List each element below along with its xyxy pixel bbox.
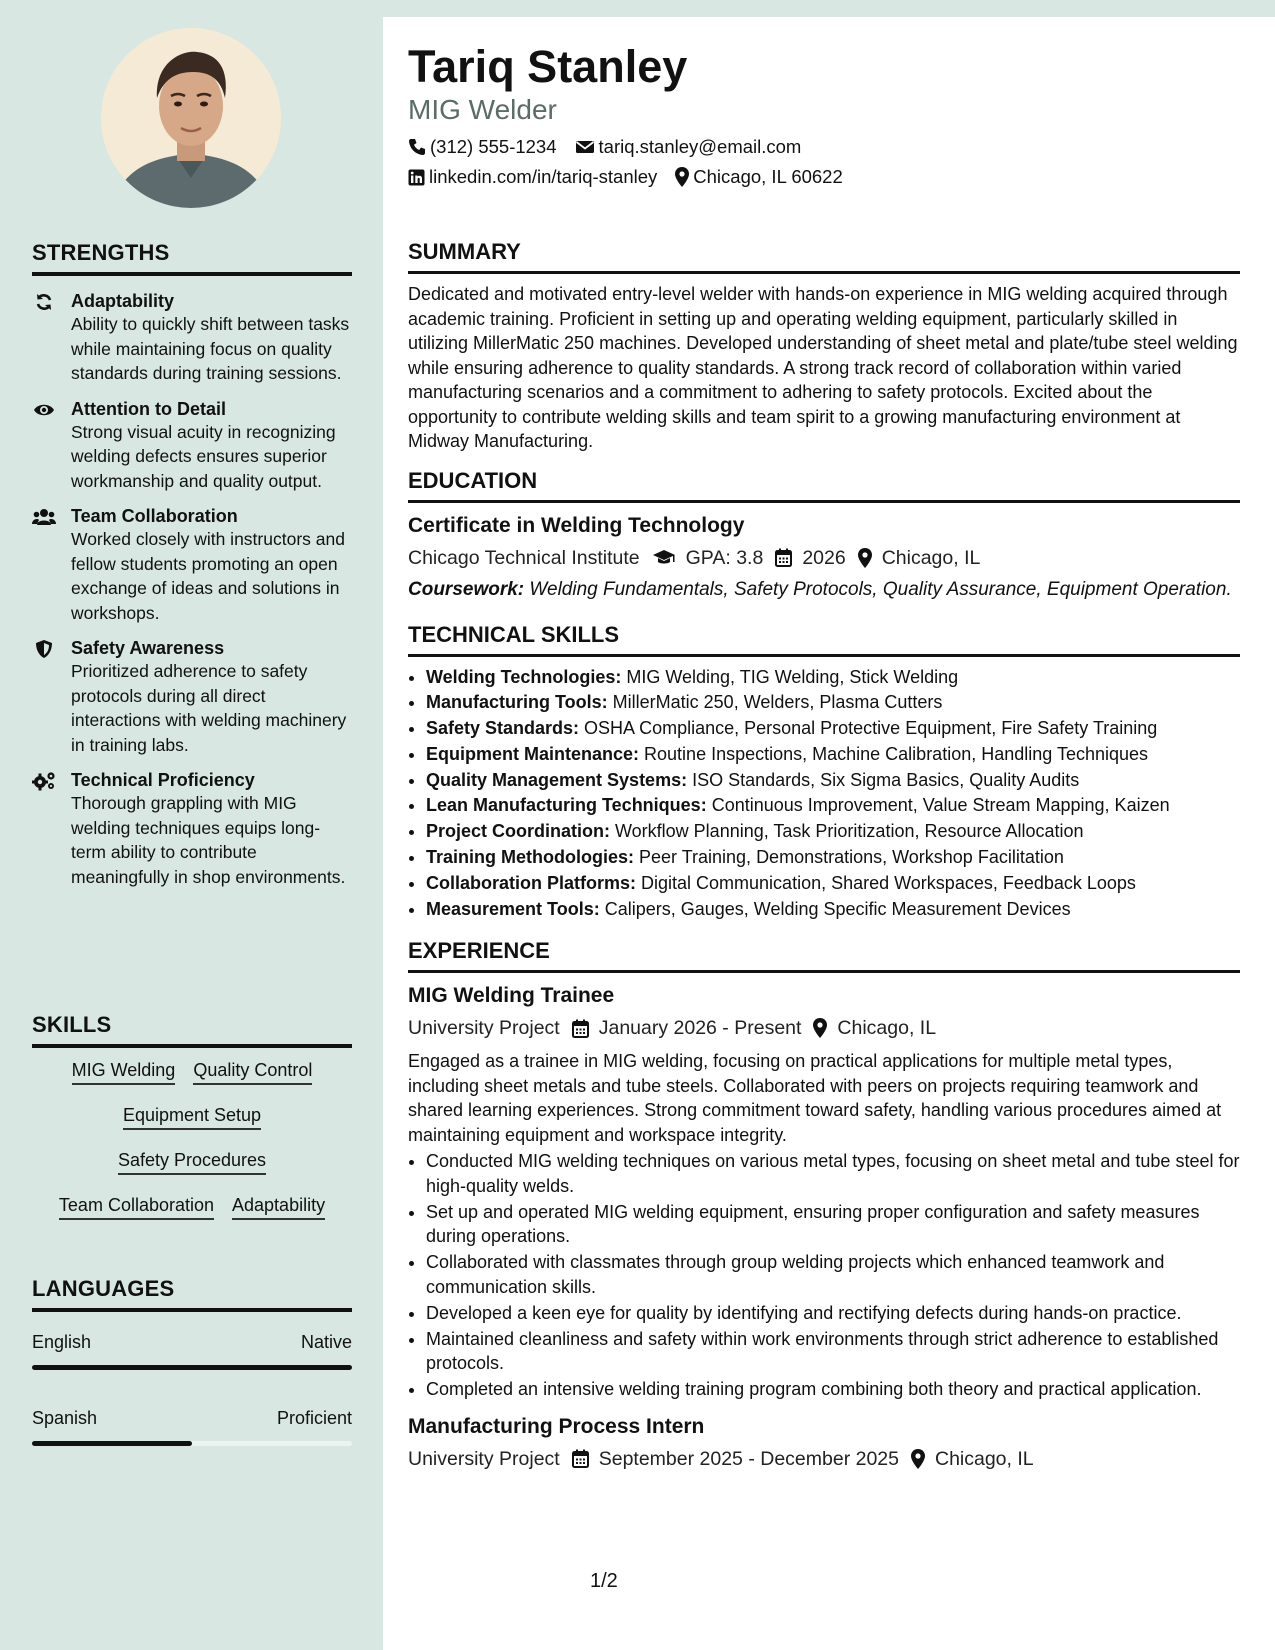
job-org: University Project <box>408 1017 560 1040</box>
skill-tag: Equipment Setup <box>123 1105 261 1130</box>
language-level: Proficient <box>276 1408 352 1428</box>
job-org: University Project <box>408 1447 560 1470</box>
candidate-role: MIG Welder <box>408 94 557 125</box>
contact-row <box>408 165 1240 189</box>
summary-text: Dedicated and motivated entry-level welder with hands-on experience in MIG welding acquired through academic training. Proficient in setting up and operating welding equipment, particularly skilled in utilizing MillerMatic 250 machines. Developed understanding of sheet metal and plate/tube steel welding while ensuring adherence to quality standards. A strong track record of collaboration within varied manufacturing scenarios and a commitment to adhering to safety protocols. Excited about the opportunity to contribute welding skills and team spirit to a growing manufacturing environment at Midway Manufacturing. <box>408 284 1238 451</box>
skill-tag: Team Collaboration <box>59 1195 214 1220</box>
language-bar-fill <box>32 1365 352 1370</box>
skill-tag: Safety Procedures <box>118 1150 266 1175</box>
strength-item <box>32 505 352 625</box>
gpa-text: GPA: 3.8 <box>685 546 764 569</box>
sidebar <box>0 0 383 1650</box>
strength-title: Attention to Detail <box>71 398 226 419</box>
phone-text: (312) 555-1234 <box>430 136 557 157</box>
strength-desc: Thorough grappling with MIG welding techniques equips long-term ability to contribute meaningfully in shop environments. <box>71 793 346 887</box>
coursework-text: Welding Fundamentals, Safety Protocols, Quality Assurance, Equipment Operation. <box>524 578 1232 600</box>
job-meta <box>408 1446 1240 1472</box>
job-bullets <box>408 1149 1240 1402</box>
list-item: • Welding Technologies: MIG Welding, TIG Welding, Stick Welding <box>426 665 1240 691</box>
gears-icon <box>32 771 56 791</box>
language-name: English <box>32 1332 92 1352</box>
strength-title: Adaptability <box>71 291 175 311</box>
experience-section <box>408 938 1240 1472</box>
skill-tag: Adaptability <box>232 1195 325 1220</box>
technical-skills-title: TECHNICAL SKILLS <box>408 622 1240 657</box>
strength-title: Team Collaboration <box>71 506 238 526</box>
skills-title: SKILLS <box>32 1012 352 1048</box>
location-text: Chicago, IL <box>837 1017 937 1040</box>
list-item: • Safety Standards: OSHA Compliance, Personal Protective Equipment, Fire Safety Training <box>426 716 1240 742</box>
strength-title: Safety Awareness <box>71 638 225 658</box>
list-item: • Maintained cleanliness and safety within work environments through strict adherence to established protocols. <box>426 1327 1240 1376</box>
map-pin-icon <box>813 1018 827 1038</box>
strength-desc: Prioritized adherence to safety protocols during all direct interactions with welding machinery in training labs. <box>71 661 347 755</box>
page-number: 1/2 <box>590 1570 618 1592</box>
graduation-cap-icon <box>652 549 676 567</box>
strengths-title: STRENGTHS <box>32 240 352 276</box>
strength-desc: Strong visual acuity in recognizing welding defects ensures superior workmanship and quality output. <box>71 421 336 491</box>
contact-row <box>408 135 1240 159</box>
coursework <box>408 577 1240 602</box>
list-item: • Developed a keen eye for quality by identifying and rectifying defects during hands-on practice. <box>426 1301 1240 1326</box>
linkedin-icon <box>408 169 425 186</box>
strength-item <box>32 637 352 757</box>
job-summary: Engaged as a trainee in MIG welding, focusing on practical applications for multiple metal types, including sheet metals and tube steels. Collaborated with peers on projects requiring teamwork and shared learning experiences. Strong commitment toward safety, handling various procedures aimed at maintaining equipment and workspace integrity. <box>408 1051 1222 1145</box>
education-location <box>858 545 981 571</box>
skill-tag: MIG Welding <box>72 1060 176 1085</box>
language-name: Spanish <box>32 1408 98 1428</box>
job-title: Manufacturing Process Intern <box>408 1414 705 1438</box>
education-section <box>408 468 1240 602</box>
list-item: • Conducted MIG welding techniques on various metal types, focusing on sheet metal and tube steel for high-quality welds. <box>426 1149 1240 1198</box>
sync-icon <box>32 292 56 312</box>
linkedin-text: linkedin.com/in/tariq-stanley <box>429 166 658 187</box>
contact-location <box>675 165 842 189</box>
list-item: • Equipment Maintenance: Routine Inspections, Machine Calibration, Handling Techniques <box>426 742 1240 768</box>
job-entry <box>408 983 1240 1402</box>
strength-item <box>32 398 352 494</box>
candidate-name: Tariq Stanley <box>408 41 688 92</box>
shield-icon <box>32 639 56 659</box>
dates-text: September 2025 - December 2025 <box>598 1447 899 1470</box>
language-item <box>32 1408 352 1446</box>
calendar-icon <box>572 1019 589 1038</box>
map-pin-icon <box>675 167 689 187</box>
job-location <box>911 1446 1034 1472</box>
envelope-icon <box>575 139 595 155</box>
summary-section <box>408 239 1240 454</box>
list-item: • Lean Manufacturing Techniques: Continuous Improvement, Value Stream Mapping, Kaizen <box>426 793 1240 819</box>
contact-linkedin[interactable] <box>408 165 657 189</box>
location-text: Chicago, IL 60622 <box>693 166 843 187</box>
contact-phone[interactable] <box>408 135 557 159</box>
language-item <box>32 1332 352 1370</box>
year-text: 2026 <box>802 546 846 569</box>
technical-skills-list <box>408 665 1240 923</box>
contact-email[interactable] <box>575 135 802 159</box>
eye-icon <box>32 400 56 420</box>
list-item: • Collaborated with classmates through group welding projects which enhanced teamwork and communication skills. <box>426 1250 1240 1299</box>
skills-list <box>32 1060 352 1240</box>
skill-tag: Quality Control <box>193 1060 312 1085</box>
job-entry <box>408 1414 1240 1472</box>
profile-photo <box>101 28 281 208</box>
language-bar-fill <box>32 1441 192 1446</box>
list-item: • Completed an intensive welding training program combining both theory and practical application. <box>426 1377 1240 1402</box>
strength-desc: Worked closely with instructors and fellow students promoting an open exchange of ideas and solutions in workshops. <box>71 529 345 623</box>
email-text: tariq.stanley@email.com <box>598 136 802 157</box>
technical-skills-section <box>408 622 1240 923</box>
coursework-label: Coursework: <box>408 578 525 600</box>
languages-title: LANGUAGES <box>32 1276 352 1312</box>
job-location <box>813 1015 936 1041</box>
strength-desc: Ability to quickly shift between tasks while maintaining focus on quality standards during training sessions. <box>71 314 350 383</box>
calendar-icon <box>572 1449 589 1468</box>
school-name: Chicago Technical Institute <box>408 546 640 569</box>
strengths-section <box>32 240 352 889</box>
languages-section <box>32 1276 352 1446</box>
education-meta <box>408 545 1240 571</box>
dates-text: January 2026 - Present <box>598 1017 802 1040</box>
strength-title: Technical Proficiency <box>71 770 255 790</box>
job-meta <box>408 1015 1240 1041</box>
skills-section <box>32 1012 352 1240</box>
education-title: EDUCATION <box>408 468 1240 503</box>
map-pin-icon <box>911 1449 925 1469</box>
strength-item <box>32 290 352 386</box>
gpa <box>652 545 764 571</box>
list-item: • Manufacturing Tools: MillerMatic 250, Welders, Plasma Cutters <box>426 690 1240 716</box>
list-item: • Measurement Tools: Calipers, Gauges, Welding Specific Measurement Devices <box>426 897 1240 923</box>
education-year <box>775 545 845 571</box>
main-content <box>383 17 1275 1650</box>
list-item: • Set up and operated MIG welding equipment, ensuring proper configuration and safety measures during operations. <box>426 1200 1240 1249</box>
list-item: • Project Coordination: Workflow Planning, Task Prioritization, Resource Allocation <box>426 819 1240 845</box>
calendar-icon <box>775 548 792 567</box>
language-level: Native <box>300 1332 352 1352</box>
location-text: Chicago, IL <box>934 1447 1034 1470</box>
language-bar <box>32 1441 352 1446</box>
location-text: Chicago, IL <box>881 546 981 569</box>
degree-title: Certificate in Welding Technology <box>408 513 745 537</box>
summary-title: SUMMARY <box>408 239 1240 274</box>
experience-title: EXPERIENCE <box>408 938 1240 973</box>
list-item: • Quality Management Systems: ISO Standards, Six Sigma Basics, Quality Audits <box>426 768 1240 794</box>
users-icon <box>32 507 56 527</box>
job-title: MIG Welding Trainee <box>408 984 615 1008</box>
job-dates <box>572 1015 802 1041</box>
phone-icon <box>408 138 426 156</box>
job-dates <box>572 1446 899 1472</box>
language-bar <box>32 1365 352 1370</box>
list-item: • Training Methodologies: Peer Training, Demonstrations, Workshop Facilitation <box>426 845 1240 871</box>
map-pin-icon <box>858 548 872 568</box>
strength-item <box>32 769 352 889</box>
list-item: • Collaboration Platforms: Digital Communication, Shared Workspaces, Feedback Loops <box>426 871 1240 897</box>
